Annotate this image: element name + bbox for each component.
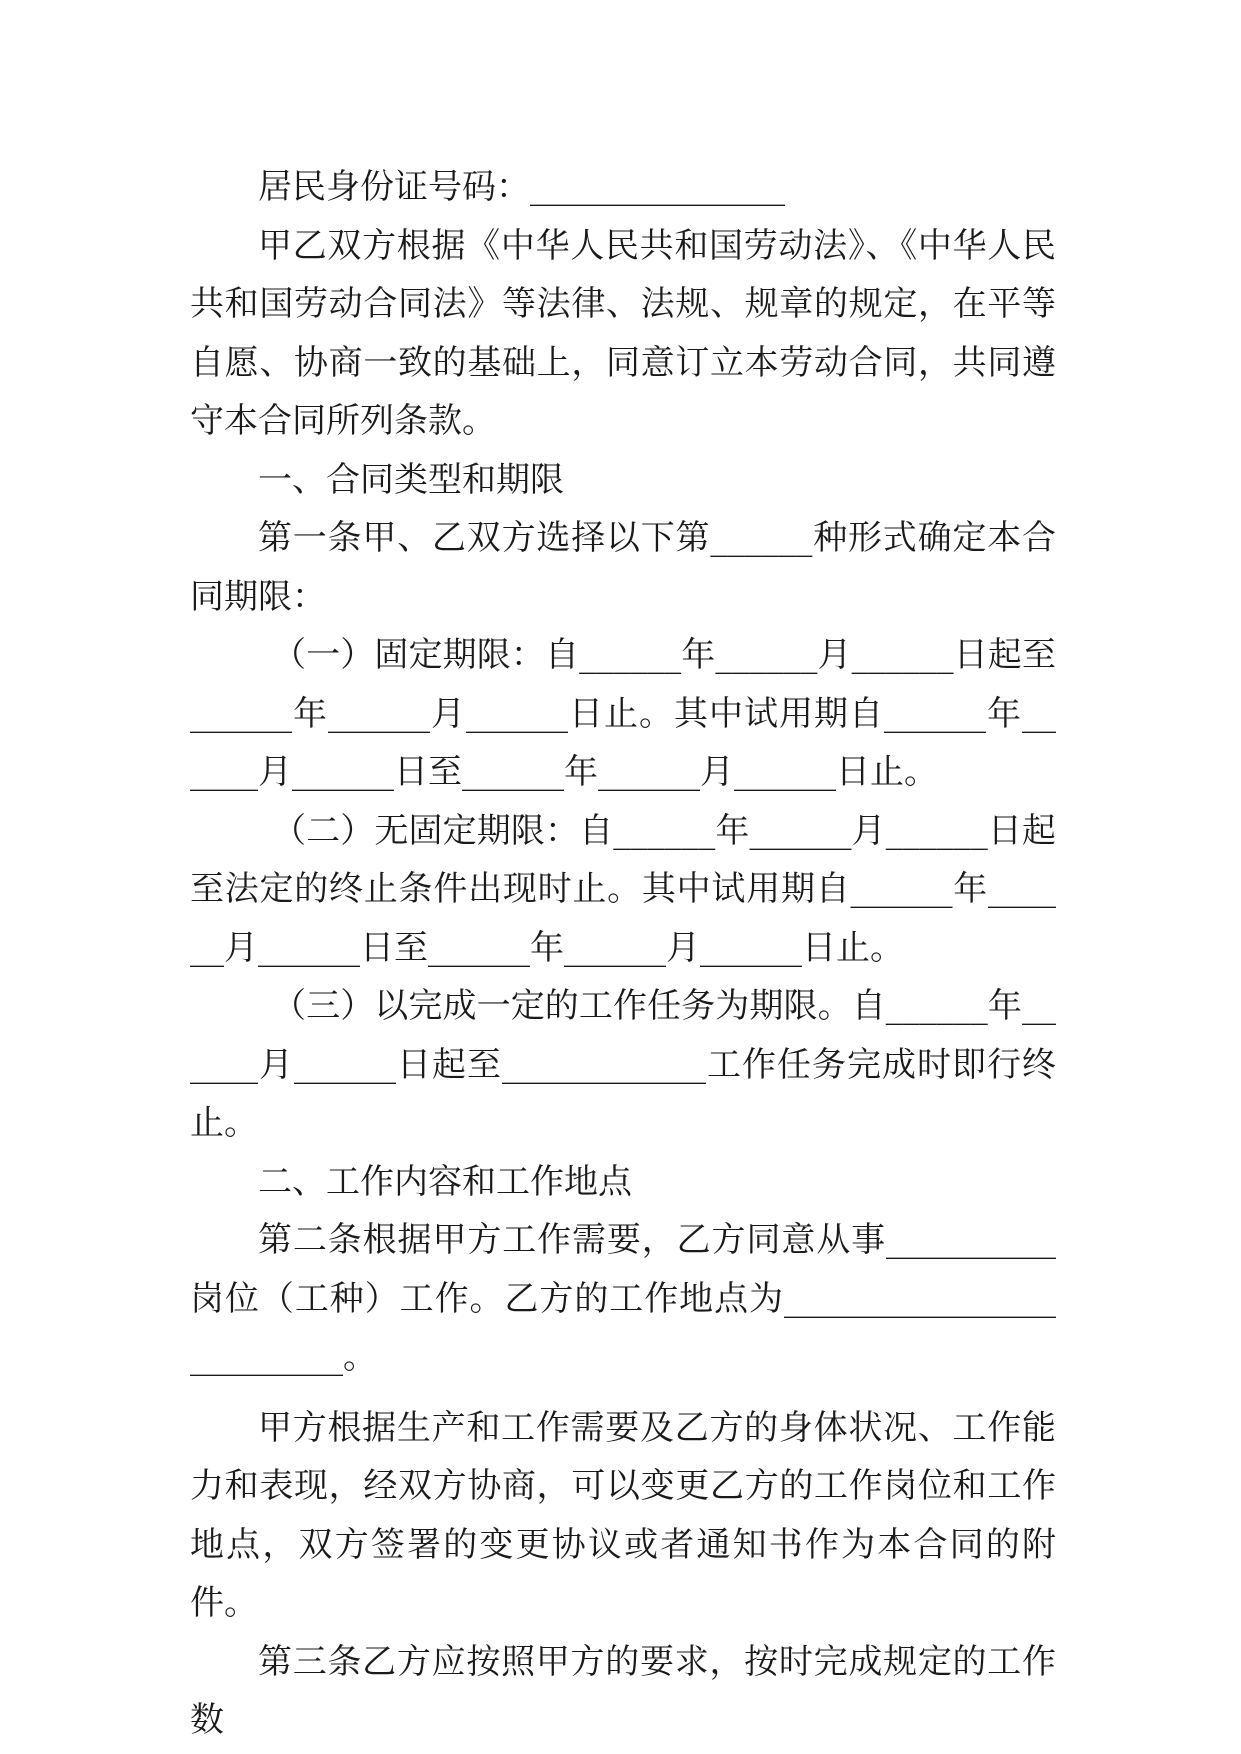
- article-2-change-paragraph: 甲方根据生产和工作需要及乙方的身体状况、工作能力和表现，经双方协商，可以变更乙方的工作岗位和工作地点，双方签署的变更协议或者通知书作为本合同的附件。: [190, 1407, 1056, 1623]
- article-3-paragraph: 第三条乙方应按照甲方的要求，按时完成规定的工作数: [190, 1641, 1056, 1740]
- section-2-heading: 二、工作内容和工作地点: [258, 1161, 632, 1202]
- section-1-heading: 一、合同类型和期限: [258, 459, 564, 500]
- id-number-line: 居民身份证号码：_______________: [258, 167, 785, 207]
- preamble-paragraph: 甲乙双方根据《中华人民共和国劳动法》、《中华人民共和国劳动合同法》等法律、法规、规章的规定，在平等自愿、协商一致的基础上，同意订立本劳动合同，共同遵守本合同所列条款。: [190, 225, 1056, 441]
- article-2-paragraph: 第二条根据甲方工作需要，乙方同意从事__________岗位（工种）工作。乙方的工作地点为_________________________。: [190, 1220, 1056, 1377]
- option-3-task-based: （三）以完成一定的工作任务为期限。自______年______月______日起至____________工作任务完成时即行终止。: [190, 986, 1056, 1143]
- document-page: [190, 158, 1056, 1750]
- option-2-open-ended: （二）无固定期限：自______年______月______日起至法定的终止条件出现时止。其中试用期自______年______月______日至______年______月______日止。: [190, 810, 1056, 968]
- article-1-paragraph: 第一条甲、乙双方选择以下第______种形式确定本合同期限：: [190, 518, 1056, 617]
- option-1-fixed-term: （一）固定期限：自______年______月______日起至______年______月______日止。其中试用期自______年______月______日至______年______月______日止。: [190, 635, 1056, 792]
